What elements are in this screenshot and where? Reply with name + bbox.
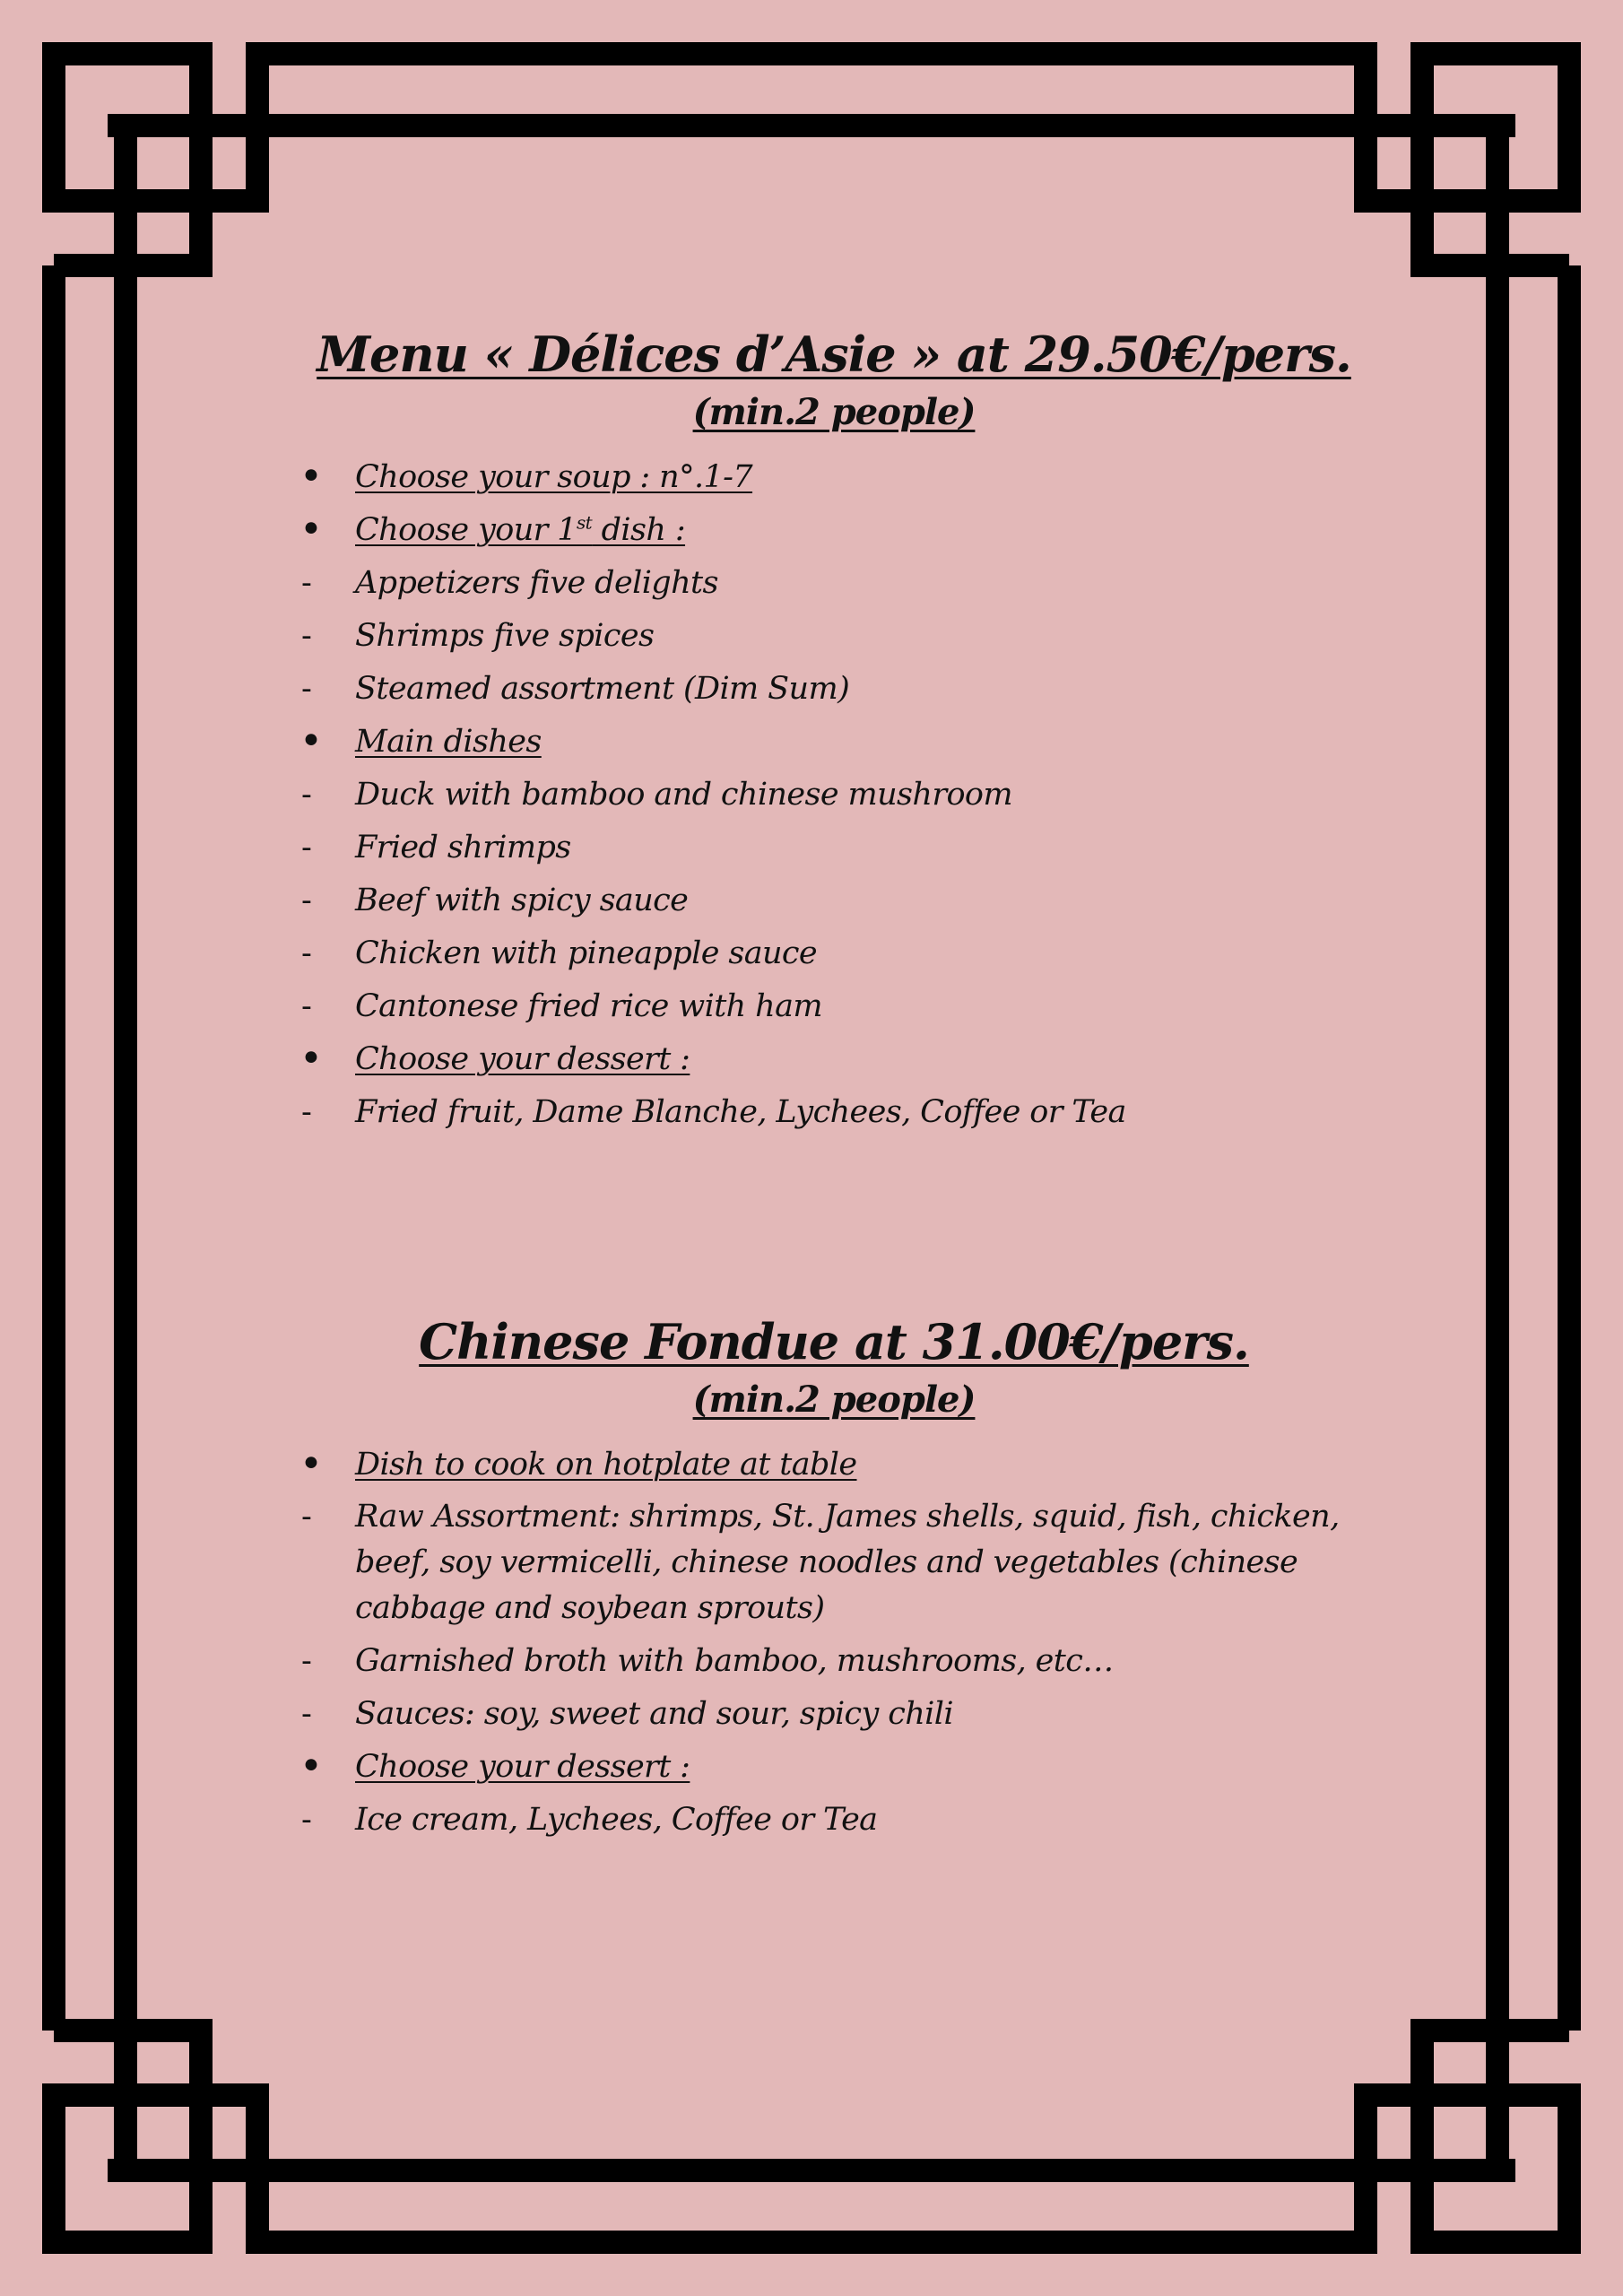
menu-item-label [355,1802,877,1838]
menu-content [296,323,1372,1849]
menu-item-list [296,1441,1372,1843]
menu-item [296,665,1372,712]
dash-icon: - [301,777,312,813]
menu-item [296,1638,1372,1684]
menu-item-label [355,565,718,601]
menu-item-text: Dish to cook on hotplate at table [355,1447,857,1483]
menu-subtitle: (min.2 people) [692,1378,976,1421]
menu-item-label [355,1499,1340,1626]
menu-item-text: Garnished broth with bamboo, mushrooms, etc… [355,1643,1114,1679]
menu-item-label [355,883,688,918]
menu-item-text: Appetizers five delights [355,565,718,601]
menu-item-text: Duck with bamboo and chinese mushroom [355,777,1012,813]
menu-chinese-fondue [296,1310,1372,1843]
menu-item-label [355,935,817,971]
menu-item-label [355,1643,1114,1679]
menu-title: Menu « Délices d’Asie » at 29.50€/pers. [317,326,1351,383]
menu-item-text: Ice cream, Lychees, Coffee or Tea [355,1802,878,1838]
menu-title: Chinese Fondue at 31.00€/pers. [419,1313,1249,1370]
menu-item-text: Shrimps five spices [355,618,655,654]
menu-item [296,560,1372,606]
menu-section-heading [296,718,1372,765]
menu-item [296,930,1372,977]
dash-icon: - [301,1094,312,1130]
menu-item [296,613,1372,659]
menu-item [296,1494,1372,1631]
dash-icon: - [301,830,312,865]
menu-item [296,1089,1372,1135]
menu-item-label [355,1041,690,1077]
menu-item-label [355,618,654,654]
dash-icon: - [301,618,312,654]
menu-item-text: Fried fruit, Dame Blanche, Lychees, Coffee or Tea [355,1094,1126,1130]
menu-item-text-suffix: dish : [592,512,686,548]
menu-section-heading [296,1036,1372,1083]
bullet-icon: • [299,1441,323,1487]
menu-item-list [296,454,1372,1135]
menu-item-label [355,671,849,707]
menu-item-label [355,1696,953,1732]
menu-item [296,824,1372,871]
menu-item-text: Fried shrimps [355,830,571,865]
menu-item-text: Choose your dessert : [355,1749,690,1785]
menu-item-label [355,1749,690,1785]
menu-item-text: Cantonese fried rice with ham [355,988,822,1024]
bullet-icon: • [299,454,323,500]
menu-delices-asie [296,323,1372,1135]
bullet-icon: • [299,1036,323,1082]
menu-item-label [355,777,1012,813]
bullet-icon: • [299,718,323,764]
menu-item-label [355,830,571,865]
menu-item [296,983,1372,1030]
dash-icon: - [301,1643,312,1679]
bullet-icon: • [299,507,323,552]
dash-icon: - [301,883,312,918]
menu-item-text: Chicken with pineapple sauce [355,935,818,971]
dash-icon: - [301,1802,312,1838]
menu-item-text: Raw Assortment: shrimps, St. James shells, squid, fish, chicken, beef, soy vermicelli, chinese noodles and vegetables (chinese cabbage and soybean sprouts) [355,1499,1340,1626]
menu-item-label [355,459,752,495]
menu-item-text: Beef with spicy sauce [355,883,689,918]
menu-item-label [355,1094,1126,1130]
menu-subtitle: (min.2 people) [692,391,976,433]
menu-item-label [355,512,685,548]
dash-icon: - [301,988,312,1024]
menu-item [296,877,1372,924]
menu-item-label [355,1447,857,1483]
menu-section-heading [296,1441,1372,1488]
menu-item-text: Main dishes [355,724,542,760]
menu-item-text: Choose your dessert : [355,1041,690,1077]
menu-item-text: Choose your 1 [355,512,577,548]
menu-item-text: Steamed assortment (Dim Sum) [355,671,850,707]
dash-icon: - [301,1499,312,1535]
dash-icon: - [301,1696,312,1732]
dash-icon: - [301,565,312,601]
dash-icon: - [301,935,312,971]
menu-item-label [355,988,822,1024]
menu-item-text: Sauces: soy, sweet and sour, spicy chili [355,1696,953,1732]
menu-section-heading [296,1744,1372,1790]
menu-item [296,771,1372,818]
menu-item-label [355,724,542,760]
menu-item-text: Choose your soup : n°.1-7 [355,459,753,495]
menu-section-heading [296,507,1372,553]
menu-item [296,1691,1372,1737]
menu-item [296,1796,1372,1843]
dash-icon: - [301,671,312,707]
bullet-icon: • [299,1744,323,1789]
menu-section-heading [296,454,1372,500]
ordinal-suffix: st [576,511,593,534]
